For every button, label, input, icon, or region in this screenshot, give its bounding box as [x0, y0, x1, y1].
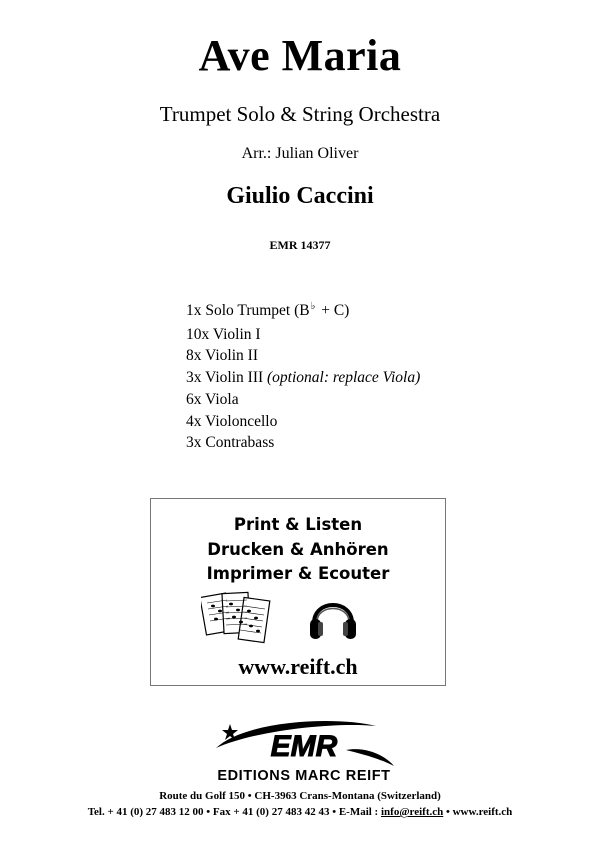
- instrument-row: [186, 389, 420, 411]
- instrument-note: (optional: replace Viola): [267, 369, 421, 387]
- contact-website[interactable]: • www.reift.ch: [443, 806, 513, 818]
- print-listen-box: [150, 498, 446, 686]
- flat-sign: ♭: [310, 301, 316, 312]
- instrument-row: [186, 367, 420, 389]
- instrument-label: 1x Solo Trumpet (B: [186, 302, 310, 319]
- sheet-music-icon: [201, 591, 271, 649]
- arranger-credit: Arr.: Julian Oliver: [241, 145, 359, 162]
- instrument-row: [186, 345, 420, 367]
- instrument-label: 4x Violoncello: [186, 412, 278, 430]
- website-link[interactable]: www.reift.ch: [238, 654, 358, 679]
- headphones-icon: [308, 591, 358, 643]
- promo-line-french: Imprimer & Ecouter: [206, 564, 390, 583]
- instrument-label: 10x Violin I: [186, 325, 261, 343]
- instrument-label: 3x Contrabass: [186, 434, 275, 452]
- publisher-address: Route du Golf 150 • CH-3963 Crans-Montana (Switzerland): [159, 790, 441, 802]
- composer-name: Giulio Caccini: [226, 183, 374, 209]
- promo-line-german: Drucken & Anhören: [207, 540, 389, 559]
- publisher-contact: [0, 806, 600, 818]
- promo-line-english: Print & Listen: [233, 515, 363, 534]
- contact-phone-fax: Tel. + 41 (0) 27 483 12 00 • Fax + 41 (0) 27 483 42 43 • E-Mail :: [87, 806, 381, 818]
- emr-logo-icon: [186, 716, 422, 786]
- publisher-logo: [186, 716, 422, 786]
- instrument-label: 8x Violin II: [186, 347, 258, 365]
- instrument-label: 3x Violin III: [186, 369, 268, 387]
- instrument-row: [186, 432, 420, 454]
- instrument-label-rest: + C): [317, 302, 350, 319]
- subtitle: Trumpet Solo & String Orchestra: [159, 102, 441, 126]
- logo-mark: EMR: [270, 730, 338, 763]
- instrumentation-list: [186, 300, 420, 454]
- instrument-row: [186, 300, 420, 324]
- catalog-number: EMR 14377: [269, 238, 331, 252]
- instrument-row: [186, 324, 420, 346]
- instrument-row: [186, 411, 420, 433]
- logo-wordmark: EDITIONS MARC REIFT: [217, 768, 391, 784]
- page-title: Ave Maria: [198, 31, 402, 80]
- email-link[interactable]: info@reift.ch: [380, 806, 444, 818]
- instrument-label: 6x Viola: [186, 390, 239, 408]
